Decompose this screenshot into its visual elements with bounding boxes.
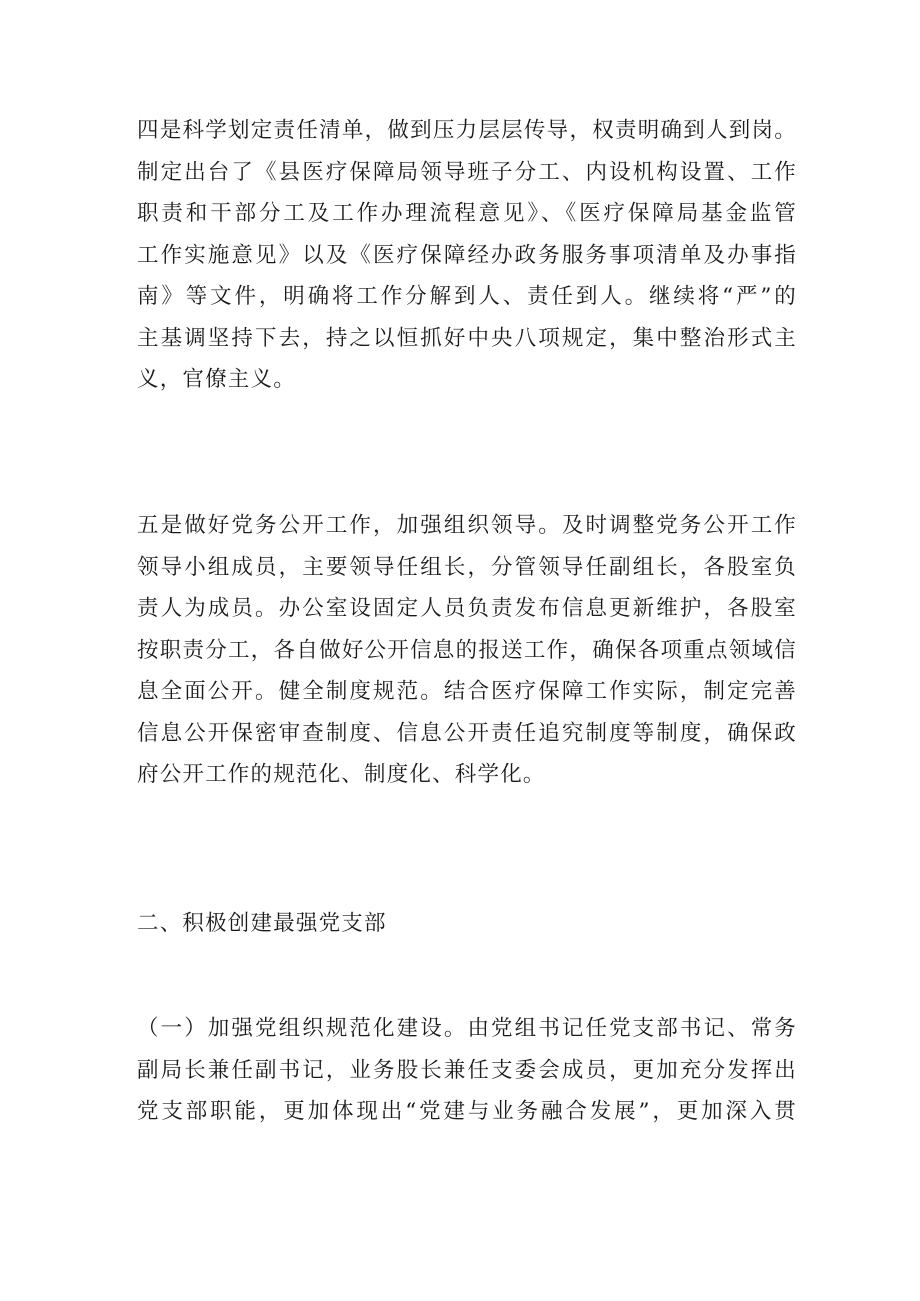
text-line: 四是科学划定责任清单，做到压力层层传导，权责明确到人到岗。 — [137, 118, 797, 143]
text-line: 义，官僚主义。 — [137, 367, 296, 392]
text-line: 责人为成员。办公室设固定人员负责发布信息更新维护，各股室 — [137, 596, 797, 621]
text-line: 息全面公开。健全制度规范。结合医疗保障工作实际，制定完善 — [137, 679, 797, 704]
text-line: 南》等文件，明确将工作分解到人、责任到人。继续将“严”的 — [137, 284, 797, 309]
text-line: 五是做好党务公开工作，加强组织领导。及时调整党务公开工作 — [137, 513, 797, 538]
text-line: 工作实施意见》以及《医疗保障经办政务服务事项清单及办事指 — [137, 242, 797, 268]
text-line: 制定出台了《县医疗保障局领导班子分工、内设机构设置、工作 — [137, 159, 797, 185]
text-line: 信息公开保密审查制度、信息公开责任追究制度等制度，确保政 — [137, 720, 797, 746]
text-line: （一）加强党组织规范化建设。由党组书记任党支部书记、常务 — [137, 1016, 797, 1041]
text-line: 按职责分工，各自做好公开信息的报送工作，确保各项重点领域信 — [137, 637, 797, 663]
text-line: 主基调坚持下去，持之以恒抓好中央八项规定，集中整治形式主 — [137, 325, 797, 351]
heading-text: 二、积极创建最强党支部 — [137, 911, 387, 936]
text-line: 领导小组成员，主要领导任组长，分管领导任副组长，各股室负 — [137, 554, 797, 580]
text-line: 党支部职能，更加体现出“党建与业务融合发展”，更加深入贯 — [137, 1099, 797, 1124]
paragraph-responsibility-list — [137, 110, 797, 401]
text-line: 职责和干部分工及工作办理流程意见》、《医疗保障局基金监管 — [137, 201, 797, 226]
text-line: 府公开工作的规范化、制度化、科学化。 — [137, 762, 546, 787]
paragraph-party-organization — [137, 1008, 797, 1133]
text-line: 副局长兼任副书记，业务股长兼任支委会成员，更加充分发挥出 — [137, 1057, 797, 1083]
section-heading — [137, 903, 797, 945]
paragraph-party-affairs-disclosure — [137, 505, 797, 796]
